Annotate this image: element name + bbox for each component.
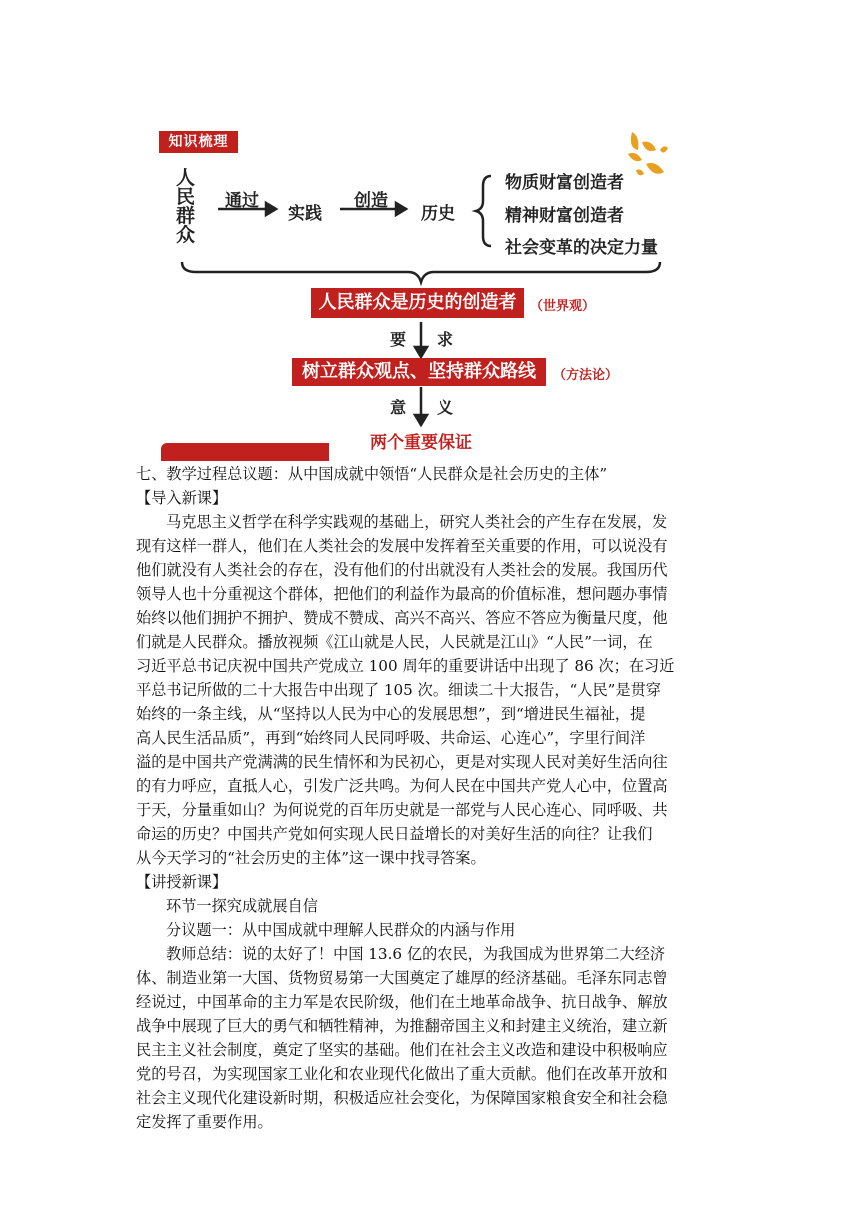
significance-char-2: 义 (437, 398, 454, 417)
note-methodology: （方法论） (553, 368, 619, 383)
paragraph-line: 溢的是中国共产党满满的民生情怀和为民初心，更是对实现人民对美好生活向往 (136, 753, 668, 771)
intro-paragraph (136, 510, 732, 870)
decorative-red-bar (161, 443, 329, 461)
arrow-require-head (415, 347, 427, 357)
two-guarantees: 两个重要保证 (370, 433, 472, 453)
via-label: 通过 (225, 191, 259, 211)
paragraph-line: 们就是人民群众。播放视频《江山就是人民，人民就是江山》“人民”一词，在 (136, 633, 653, 651)
paragraph-line: 于天，分量重如山？为何说党的百年历史就是一部党与人民心连心、同呼吸、共 (136, 801, 668, 819)
paragraph-line: 体、制造业第一大国、货物贸易第一大国奠定了雄厚的经济基础。毛泽东同志曾 (136, 969, 668, 987)
paragraph-line: 社会主义现代化建设新时期，积极适应社会变化，为保障国家粮食安全和社会稳 (136, 1089, 668, 1107)
outcome-material: 物质财富创造者 (505, 173, 624, 193)
paragraph-line: 始终以他们拥护不拥护、赞成不赞成、高兴不高兴、答应不答应为衡量尺度，他 (136, 609, 668, 627)
right-brace (476, 176, 491, 246)
practice-label: 实践 (288, 204, 322, 224)
subject-char: 众 (176, 224, 196, 246)
intro-heading: 【导入新课】 (136, 489, 228, 507)
paragraph-line: 从今天学习的“社会历史的主体”这一课中找寻答案。 (136, 849, 486, 867)
paragraph-line: 始终的一条主线，从“坚持以人民为中心的发展思想”，到“增进民生福祉，提 (136, 705, 646, 723)
section-title: 七、教学过程总议题：从中国成就中领悟“人民群众是社会历史的主体” (136, 465, 608, 483)
gold-leaf-icon (628, 132, 668, 175)
lecture-heading: 【讲授新课】 (136, 873, 228, 891)
require-char-2: 求 (437, 330, 454, 349)
knowledge-diagram (0, 0, 860, 462)
arrow-significance-head (415, 415, 427, 425)
arrow-via-head (266, 203, 276, 215)
paragraph-line: 领导人也十分重视这个群体，把他们的利益作为最高的价值标准，想问题办事情 (136, 585, 668, 603)
segment-title: 环节一探究成就展自信 (166, 897, 318, 915)
outcome-spiritual: 精神财富创造者 (505, 206, 624, 226)
paragraph-line: 党的号召，为实现国家工业化和农业现代化做出了重大贡献。他们在改革开放和 (136, 1065, 668, 1083)
paragraph-line: 平总书记所做的二十大报告中出现了 105 次。细读二十大报告，“人民”是贯穿 (136, 681, 661, 699)
paragraph-line: 经说过，中国革命的主力军是农民阶级，他们在土地革命战争、抗日战争、解放 (136, 993, 668, 1011)
bottom-brace (182, 262, 660, 282)
require-char-1: 要 (390, 330, 407, 349)
paragraph-line: 他们就没有人类社会的存在，没有他们的付出就没有人类社会的发展。我国历代 (136, 561, 668, 579)
subject-char: 群 (176, 205, 196, 227)
paragraph-line: 高人民生活品质”，再到“始终同人民同呼吸、共命运、心连心”，字里行间洋 (136, 729, 646, 747)
create-label: 创造 (354, 191, 388, 211)
paragraph-line: 马克思主义哲学在科学实践观的基础上，研究人类社会的产生存在发展，发 (166, 513, 668, 531)
note-worldview: （世界观） (530, 299, 596, 314)
paragraph-line: 教师总结：说的太好了！中国 13.6 亿的农民，为我国成为世界第二大经济 (166, 945, 666, 963)
box-history-creator: 人民群众是历史的创造者 (311, 288, 524, 318)
paragraph-line: 现有这样一群人，他们在人类社会的发展中发挥着至关重要的作用，可以说没有 (136, 537, 668, 555)
paragraph-line: 战争中展现了巨大的勇气和牺牲精神，为推翻帝国主义和封建主义统治，建立新 (136, 1017, 668, 1035)
outcome-social-change: 社会变革的决定力量 (505, 238, 658, 258)
paragraph-line: 民主主义社会制度，奠定了坚实的基础。他们在社会主义改造和建设中积极响应 (136, 1041, 668, 1059)
subject-char: 人 (176, 167, 196, 189)
subject-people (176, 169, 198, 245)
paragraph-line: 定发挥了重要作用。 (136, 1113, 273, 1131)
paragraph-line: 的有力呼应，直抵人心，引发广泛共鸣。为何人民在中国共产党人心中，位置高 (136, 777, 668, 795)
summary-paragraph (136, 942, 732, 1134)
paragraph-line: 习近平总书记庆祝中国共产党成立 100 周年的重要讲话中出现了 86 次；在习近 (136, 657, 675, 675)
subject-char: 民 (176, 186, 196, 208)
document-body (136, 462, 732, 1134)
history-label: 历史 (421, 204, 455, 224)
diagram-connectors (0, 0, 860, 462)
topic-title: 分议题一：从中国成就中理解人民群众的内涵与作用 (166, 921, 516, 939)
significance-char-1: 意 (390, 398, 407, 417)
box-mass-line: 树立群众观点、坚持群众路线 (292, 358, 546, 386)
paragraph-line: 命运的历史？中国共产党如何实现人民日益增长的对美好生活的向往？让我们 (136, 825, 653, 843)
knowledge-badge: 知识梳理 (159, 131, 238, 153)
arrow-create-head (396, 203, 406, 215)
